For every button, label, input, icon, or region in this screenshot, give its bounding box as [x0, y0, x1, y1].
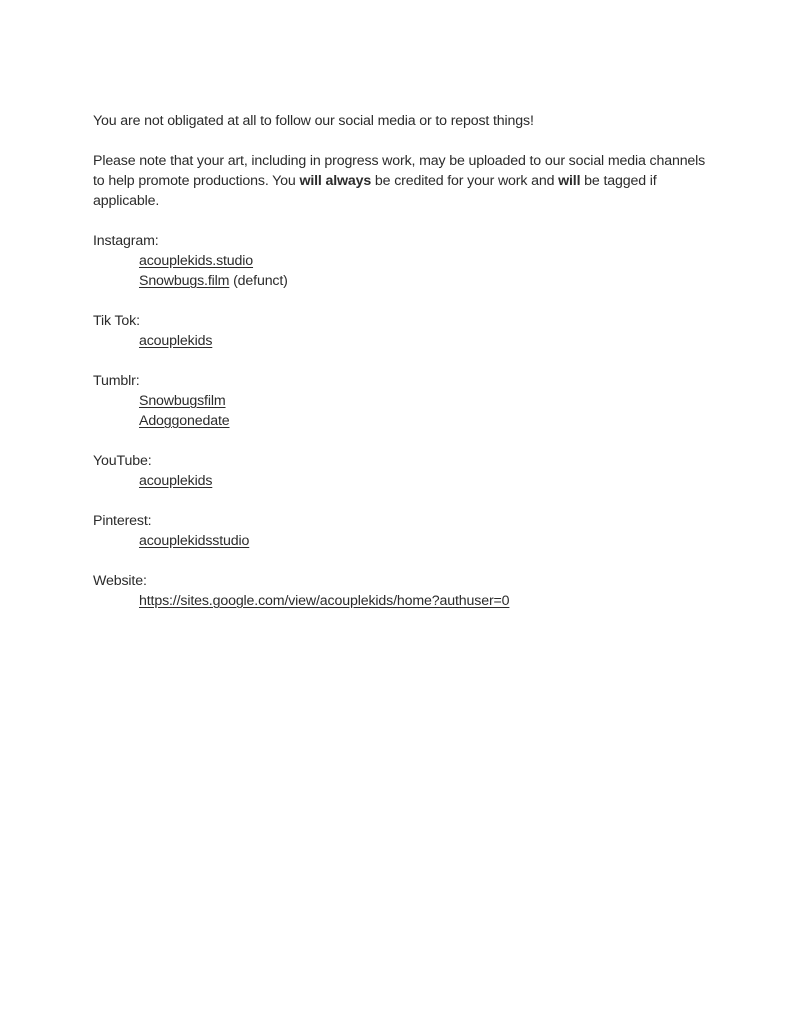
spacer: [93, 291, 713, 311]
instagram-item-2: [93, 271, 713, 291]
pinterest-item-1: [93, 531, 713, 551]
tiktok-item-1: [93, 331, 713, 351]
tiktok-link-acouplekids[interactable]: acouplekids: [139, 333, 213, 349]
youtube-item-1: [93, 471, 713, 491]
document-page: [93, 111, 713, 611]
instagram-link-snowbugs-film[interactable]: Snowbugs.film: [139, 273, 230, 289]
notice-text-1: Please note that your art, including in progress work, may be uploaded to our social media channels to help promote productions. You: [93, 153, 706, 189]
instagram-item-1: [93, 251, 713, 271]
tumblr-link-snowbugsfilm[interactable]: Snowbugsfilm: [139, 393, 226, 409]
spacer: [93, 431, 713, 451]
spacer: [93, 491, 713, 511]
notice-bold-2: will: [558, 173, 581, 189]
spacer: [93, 351, 713, 371]
tumblr-link-adoggonedate[interactable]: Adoggonedate: [139, 413, 230, 429]
notice-bold-1: will always: [299, 173, 372, 189]
notice-text-3: be tagged if applicable.: [93, 173, 657, 209]
website-link[interactable]: https://sites.google.com/view/acouplekids/home?authuser=0: [139, 593, 510, 609]
tumblr-label: Tumblr:: [93, 373, 140, 389]
tiktok-label: Tik Tok:: [93, 313, 140, 329]
spacer: [93, 551, 713, 571]
instagram-label: Instagram:: [93, 233, 159, 249]
tumblr-item-2: [93, 411, 713, 431]
youtube-label: YouTube:: [93, 453, 152, 469]
youtube-link-acouplekids[interactable]: acouplekids: [139, 473, 213, 489]
website-label: Website:: [93, 573, 147, 589]
notice-text-2: be credited for your work and: [371, 173, 559, 189]
pinterest-label: Pinterest:: [93, 513, 152, 529]
intro-text: You are not obligated at all to follow our social media or to repost things!: [93, 113, 534, 129]
defunct-note: (defunct): [229, 273, 288, 289]
instagram-link-acouplekids-studio[interactable]: acouplekids.studio: [139, 253, 254, 269]
spacer: [93, 131, 713, 151]
spacer: [93, 211, 713, 231]
pinterest-link-acouplekidsstudio[interactable]: acouplekidsstudio: [139, 533, 250, 549]
tumblr-item-1: [93, 391, 713, 411]
notice-paragraph: [93, 151, 713, 211]
website-item-1: [93, 591, 713, 611]
